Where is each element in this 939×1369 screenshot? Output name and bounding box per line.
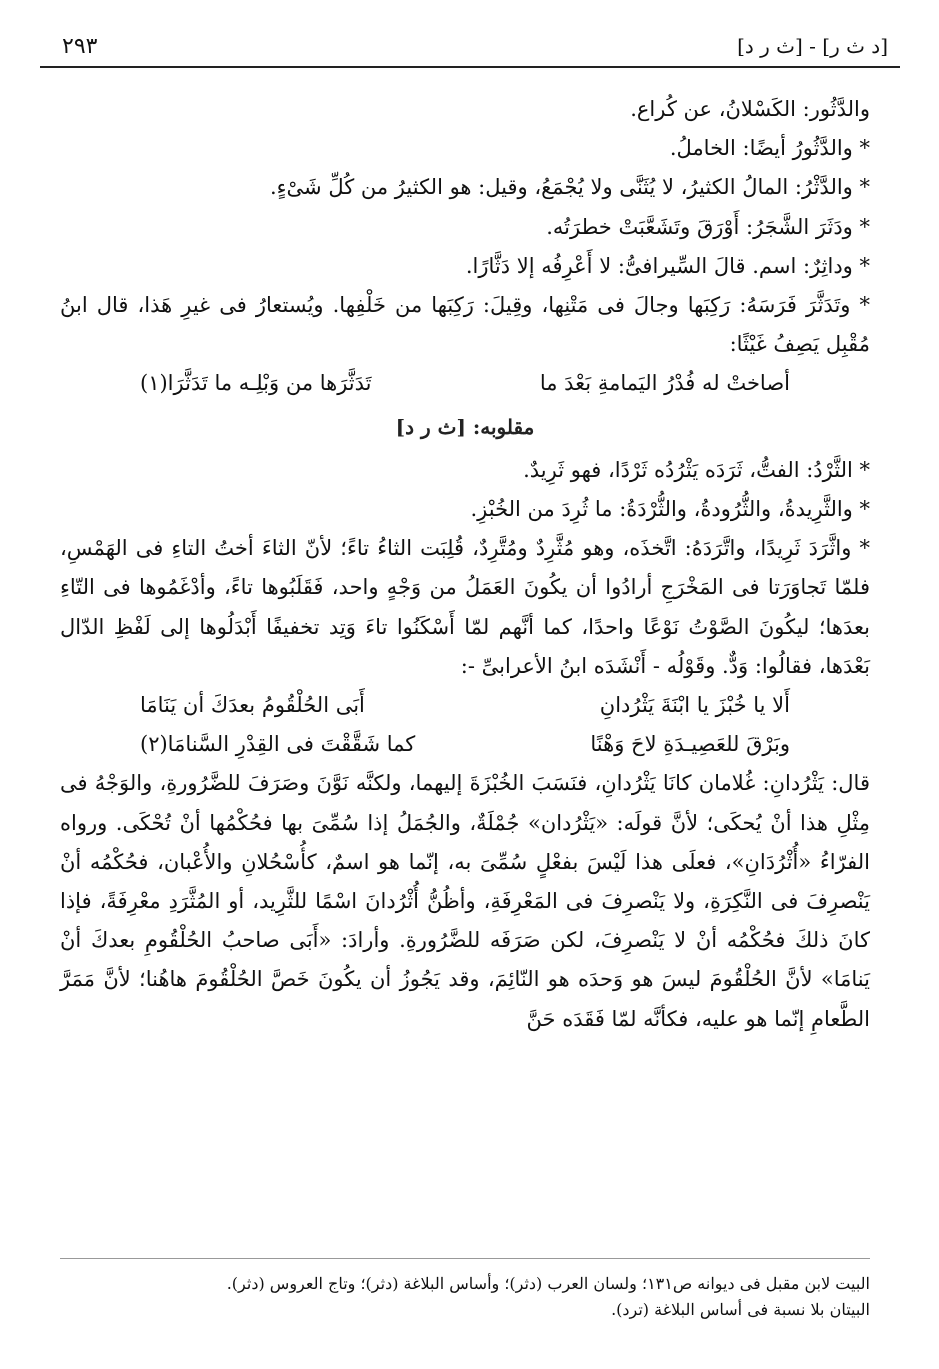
paragraph: * وتَدَثَّرَ فَرَسَهُ: رَكِبَها وجالَ فى مَتْنِها، وقِيلَ: رَكِبَها من خَلْفِها. ويُستعارُ فى غيرِ هَذا، قال ابنُ مُقْبِل يَصِفُ غَيْثًا: xyxy=(60,293,870,357)
verse-line xyxy=(140,725,790,764)
paragraph: * والدَّثُورُ أيضًا: الخاملُ. xyxy=(669,136,870,161)
main-text xyxy=(60,90,870,1039)
verse-line xyxy=(140,364,790,403)
header-title: [د ث ر] - [ث ر د] xyxy=(737,34,888,58)
paragraph: والدَّثُور: الكَسْلانُ، عن كُراع. xyxy=(630,97,870,121)
verse-hemistich: وبَرْقَ للعَصِيـدَةِ لاحَ وَهْنًا xyxy=(590,732,790,757)
page-header xyxy=(40,28,900,68)
verse-hemistich: تَدَثَّرَها من وَبْلِـه ما تَدَثَّرَا(١) xyxy=(140,371,372,396)
paragraph: * وداثِرٌ: اسم. قالَ السِّيرافىُّ: لا أَعْرِفُه إلا دَثَّارًا. xyxy=(465,253,870,278)
footnotes xyxy=(60,1258,870,1323)
paragraph: * ودَثَرَ الشَّجَرُ: أَوْرَقَ وتَشَعَّبَتْ خطرَتُه. xyxy=(546,214,870,239)
header-rule xyxy=(40,66,900,68)
paragraph: * الثَّرْدُ: الفتُّ، ثَرَدَه يَثْرُدُه ثَرْدًا، فهو ثَرِيدٌ. xyxy=(523,457,870,482)
paragraph: * والثَّرِيدةُ، والثُّرُودةُ، والثُّرْدَةُ: ما ثُرِدَ من الخُبْزِ. xyxy=(470,497,870,522)
footnote: البيتان بلا نسبة فى أساس البلاغة (ترد). xyxy=(611,1300,870,1319)
section-heading: مقلوبه: [ث ر د] xyxy=(395,414,535,439)
verse-line xyxy=(140,686,790,725)
paragraph: * والدَّثْرُ: المالُ الكثيرُ، لا يُثَنَّى ولا يُجْمَعُ، وقيل: هو الكثيرُ من كُلِّ شَىْءٍ. xyxy=(270,175,870,200)
footnote: البيت لابن مقبل فى ديوانه ص١٣١؛ ولسان العرب (دثر)؛ وأساس البلاغة (دثر)؛ وتاج العروس (دثر). xyxy=(226,1274,870,1293)
verse-hemistich: أصاختْ له فُدْرُ اليَمامةِ بَعْدَ ما xyxy=(539,371,790,396)
paragraph: * واثَّرَدَ ثَرِيدًا، واتَّرَدَهُ: اتَّخذَه، وهو مُثَّرِدٌ ومُتَّرِدٌ، قُلِبَت الثاءُ تاءً؛ لأنّ الثاءَ أختُ التاءِ فى الهَمْسِ، فلمّا تَجاوَرَتا فى المَخْرَجِ أرادُوا أن يكُونَ العَمَلُ من وَجْهٍ واحد، فَقَلَبُوها تاءً، وأدْغَمُوها فى التّاءِ بعدَها؛ ليكُونَ الصَّوْتُ نَوْعًا واحدًا، كما أنَّهم لمّا أَسْكَنُوا تاءَ وَتِد تخفيفًا أَبْدَلُوها إلى لَفْظِ الدّال بَعْدَها، فقالُوا: وَدٌّ. وقَوْلُه - أَنْشَدَه ابنُ الأعرابىِّ -: xyxy=(60,536,870,678)
verse-hemistich: أَبَى الحُلْقُومُ بعدَكَ أن يَنَامَا xyxy=(140,693,365,718)
verse-hemistich: كما شَقَّقْتَ فى القِدْرِ السَّنامَا(٢) xyxy=(140,732,416,757)
paragraph: قال: يَثْرُدانِ: غُلامان كانَا يَثْرُدانِ، فنَسَبَ الخُبْزَةَ إليهما، ولكنَّه نَوَّنَ وصَرَفَ للضَّرُورةِ، والوَجْهُ فى مِثْلِ هذا أنْ يُحكَى؛ لأنَّ قولَه: «يَثْرُدان» جُمْلَةٌ، والجُمَلُ إذا سُمِّىَ بها فحُكْمُها أنْ تُحْكَى. ورواه الفرّاءُ «أُثْرُدَانِ»، فعلَى هذا لَيْسَ بفعْلٍ سُمِّىَ به، إنّما هو اسمٌ، كأُسْحُلانِ والأُعْبان، فحُكْمُه أنْ يَنْصرِفَ فى النَّكِرَةِ، ولا يَنْصرِفَ فى المَعْرِفَةِ، وأظُنُّ أُثْرُدانَ اسْمًا للثَّرِيد، أو المُثَّرَدِ معْرِفَةً، فإذا كانَ ذلكَ فحُكْمُه أنْ لا يَنْصرِفَ، لكن صَرَفَه للضَّرُورةِ. وأرادَ: «أَبَى صاحبُ الحُلْقُومِ بعدكَ أنْ يَنامَا» لأنَّ الحُلْقُومَ ليسَ هو وَحدَه هو النّائِمَ، وقد يَجُوزُ أن يكُونَ خَصَّ الحُلْقُومَ هاهُنا؛ لأنَّ مَمَرَّ الطَّعامِ إنّما هو عليه، فكأنَّه لمّا فَقَدَه حَنَّ xyxy=(60,771,870,1031)
verse-hemistich: أَلا يا خُبْزَ يا ابْنَةَ يَثْرُدانِ xyxy=(599,693,790,718)
page-number: ٢٩٣ xyxy=(62,34,98,59)
